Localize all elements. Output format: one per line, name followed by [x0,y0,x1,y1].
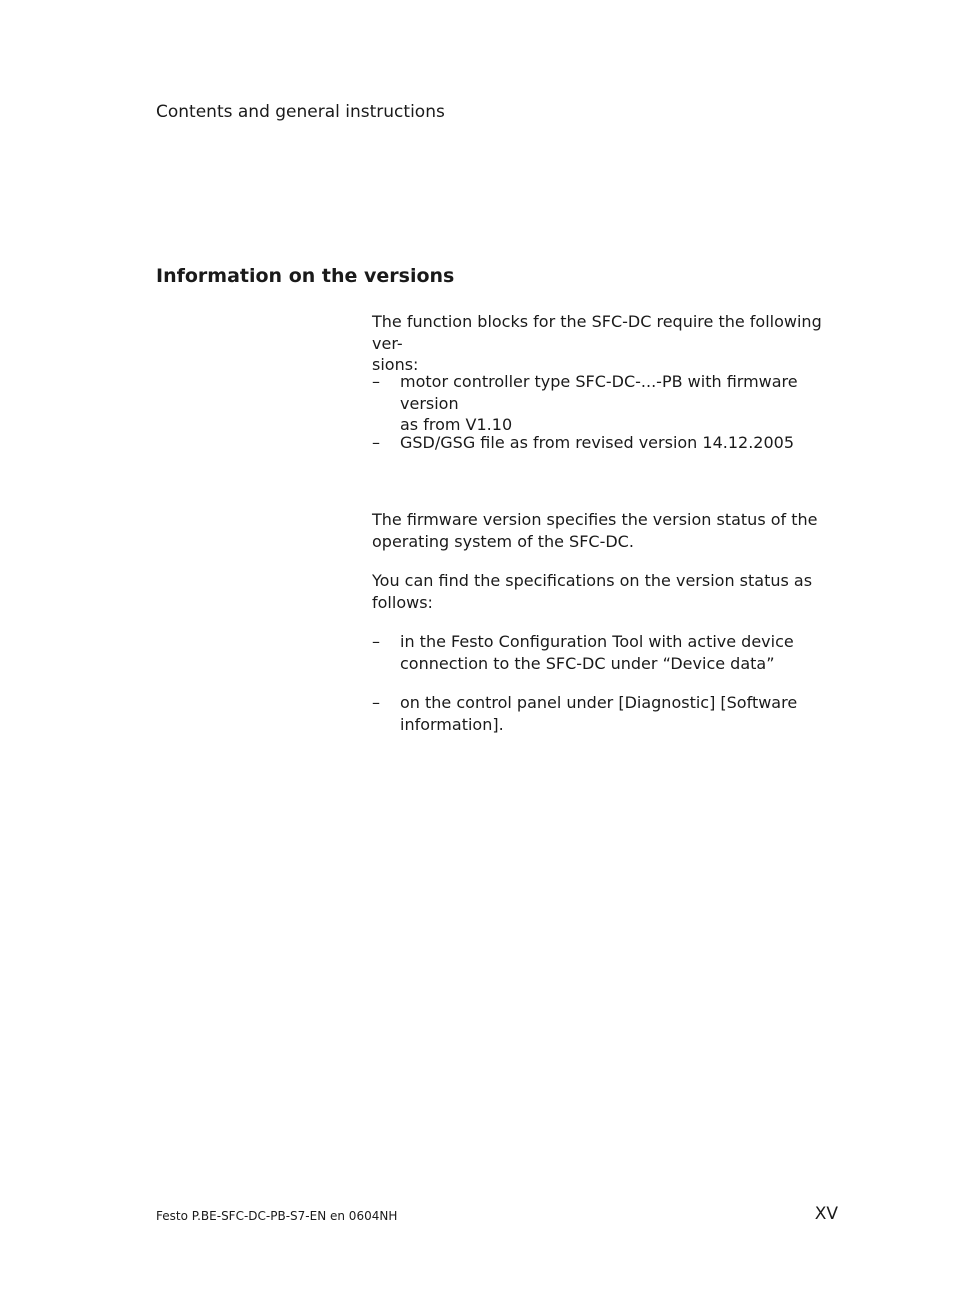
dash-bullet: – [372,433,380,452]
requirement-line-1: GSD/GSG file as from revised version 14.12.2005 [400,433,795,452]
footer-document-id: Festo P.BE-SFC-DC-PB-S7-EN en 0604NH [156,1209,398,1223]
find-line-2: follows: [372,592,433,612]
dash-bullet: – [372,693,380,712]
intro-line-1: The function blocks for the SFC-DC require the following ver- [372,312,822,353]
intro-paragraph [372,311,842,376]
location-line-2: connection to the SFC-DC under “Device data” [400,653,775,673]
firmware-paragraph [372,509,842,552]
requirement-line-2: as from V1.10 [400,415,513,434]
firmware-line-2: operating system of the SFC-DC. [372,531,634,551]
location-item [372,692,842,735]
find-line-1: You can find the specifications on the version status as [372,571,813,590]
location-line-2: information]. [400,714,504,734]
requirement-line-1: motor controller type SFC-DC-...-PB with firmware version [400,372,798,413]
requirement-item [372,371,842,436]
dash-bullet: – [372,372,380,391]
location-item [372,631,842,674]
requirement-item [372,432,842,454]
running-header: Contents and general instructions [156,102,445,122]
page-number: XV [814,1204,838,1224]
location-line-1: on the control panel under [Diagnostic] [Software [400,693,798,712]
intro-line-2: sions: [372,355,419,374]
find-paragraph [372,570,842,613]
section-title: Information on the versions [156,265,455,287]
firmware-line-1: The firmware version specifies the version status of the [372,510,818,529]
location-line-1: in the Festo Configuration Tool with active device [400,632,794,651]
dash-bullet: – [372,632,380,651]
